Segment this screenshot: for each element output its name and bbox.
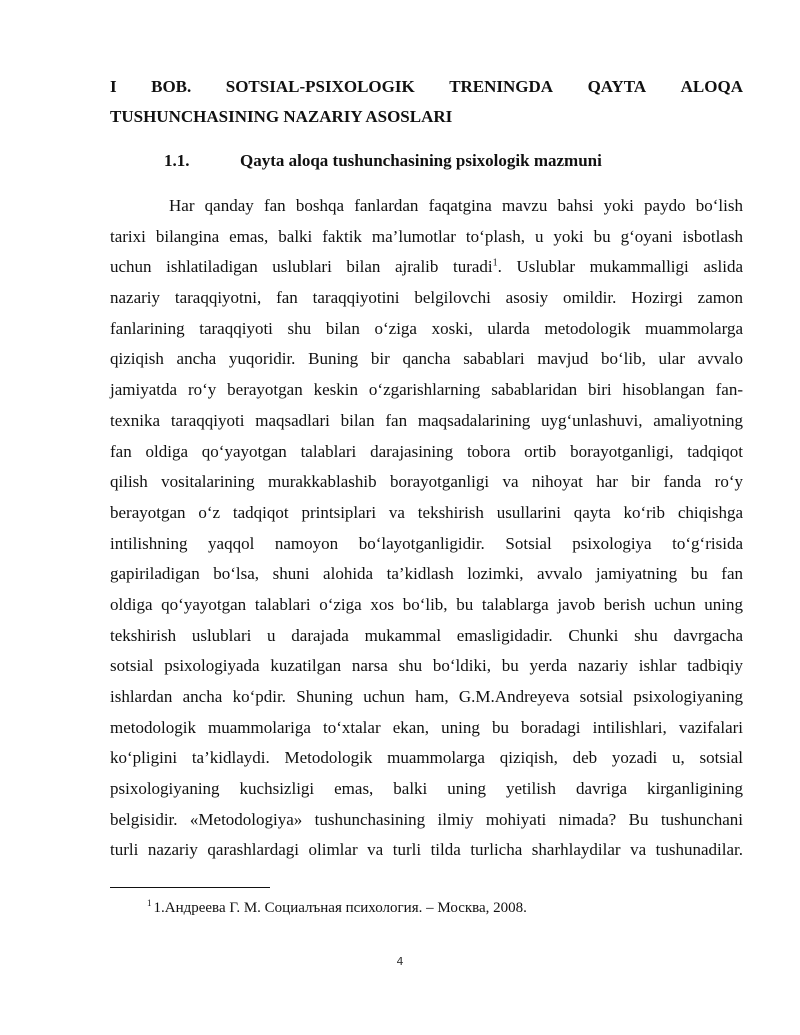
chapter-word: I <box>110 77 117 96</box>
footnote-marker: 1 <box>147 898 152 908</box>
paragraph-line: psixologiyaning kuchsizligi emas, balki uning yetilish davriga kirganligining <box>110 779 743 799</box>
paragraph-line: intilishning yaqqol namoyon bo‘layotganligidir. Sotsial psixologiya to‘g‘risida <box>110 533 743 553</box>
chapter-title-line-2: TUSHUNCHASINING NAZARIY ASOSLARI <box>110 107 453 126</box>
paragraph-line: fanlarining taraqqiyoti shu bilan o‘ziga xoski, ularda metodologik muammolarga <box>110 318 743 338</box>
paragraph-line: texnika taraqqiyoti maqsadlari bilan fan maqsadalarining uyg‘unlashuvi, amaliyotning <box>110 410 743 430</box>
paragraph-line: ishlardan ancha ko‘pdir. Shuning uchun ham, G.M.Andreyeva sotsial psixologiyaning <box>110 687 743 706</box>
paragraph-line: gapiriladigan bo‘lsa, shuni alohida ta’kidlash lozimki, avvalo jamiyatning bu fan <box>110 564 743 584</box>
chapter-word: ALOQA <box>680 77 743 96</box>
section-title-text: Qayta aloqa tushunchasining psixologik mazmuni <box>240 151 602 170</box>
paragraph-line: qiziqish ancha yuqoridir. Buning bir qancha sabablari mavjud bo‘lib, ular avvalo <box>110 349 743 369</box>
section-heading <box>164 146 602 176</box>
paragraph-line <box>110 252 743 283</box>
section-number: 1.1. <box>164 151 190 170</box>
footnote-divider <box>110 887 270 888</box>
chapter-word: BOB. <box>151 77 192 96</box>
page-number: 4 <box>396 955 404 968</box>
paragraph-line: qilish vositalarining murakkablashib borayotganligi va nihoyat har bir fanda ro‘y <box>110 472 743 492</box>
paragraph-line: metodologik muammolariga to‘xtalar ekan, uning bu boradagi intilishlari, vazifalari <box>110 717 743 737</box>
footnote-reference[interactable]: 1 <box>492 257 498 269</box>
body-paragraph <box>110 191 743 866</box>
paragraph-line-end: . Uslublar mukammalligi aslida <box>497 257 743 277</box>
paragraph-line: belgisidir. «Metodologiya» tushunchasining ilmiy mohiyati nimada? Bu tushunchani <box>110 809 743 829</box>
paragraph-line: tarixi bilangina emas, balki faktik ma’lumotlar to‘plash, u yoki bu g‘oyani isbotlash <box>110 226 743 246</box>
paragraph-line: Har qanday fan boshqa fanlardan faqatgina mavzu bahsi yoki paydo bo‘lish <box>169 196 743 215</box>
paragraph-line-start: uchun ishlatiladigan uslublari bilan ajralib turadi <box>110 257 493 277</box>
footnote <box>147 897 527 919</box>
chapter-title-line-1 <box>110 72 743 102</box>
chapter-title <box>110 72 743 132</box>
paragraph-line: oldiga qo‘yayotgan talablari o‘ziga xos bo‘lib, bu talablarga javob berish uchun uning <box>110 594 743 614</box>
chapter-word: TRENINGDA <box>449 77 554 96</box>
paragraph-line: jamiyatda ro‘y berayotgan keskin o‘zgarishlarning sabablaridan biri hisoblangan fan- <box>110 380 743 400</box>
paragraph-line: turli nazariy qarashlardagi olimlar va turli tilda turlicha sharhlaydilar va tushunadilar. <box>110 840 743 860</box>
paragraph-line: nazariy taraqqiyotni, fan taraqqiyotini belgilovchi asosiy omildir. Hozirgi zamon <box>110 288 743 308</box>
chapter-word: SOTSIAL-PSIXOLOGIK <box>225 77 415 96</box>
footnote-text: 1.Андреева Г. М. Социалъная психология. – Москва, 2008. <box>153 900 527 916</box>
paragraph-line: sotsial psixologiyada kuzatilgan narsa shu bo‘ldiki, bu yerda nazariy ishlar tadbiqiy <box>110 656 743 676</box>
paragraph-line: berayotgan o‘z tadqiqot printsiplari va tekshirish usullarini qayta ko‘rib chiqishga <box>110 502 743 522</box>
paragraph-line: fan oldiga qo‘yayotgan talablari darajasining tobora ortib borayotganligi, tadqiqot <box>110 441 743 461</box>
paragraph-line: tekshirish uslublari u darajada mukammal emasligidadir. Chunki shu davrgacha <box>110 625 743 645</box>
chapter-word: QAYTA <box>587 77 647 96</box>
paragraph-line: ko‘pligini ta’kidlaydi. Metodologik muammolarga qiziqish, deb yozadi u, sotsial <box>110 748 743 768</box>
